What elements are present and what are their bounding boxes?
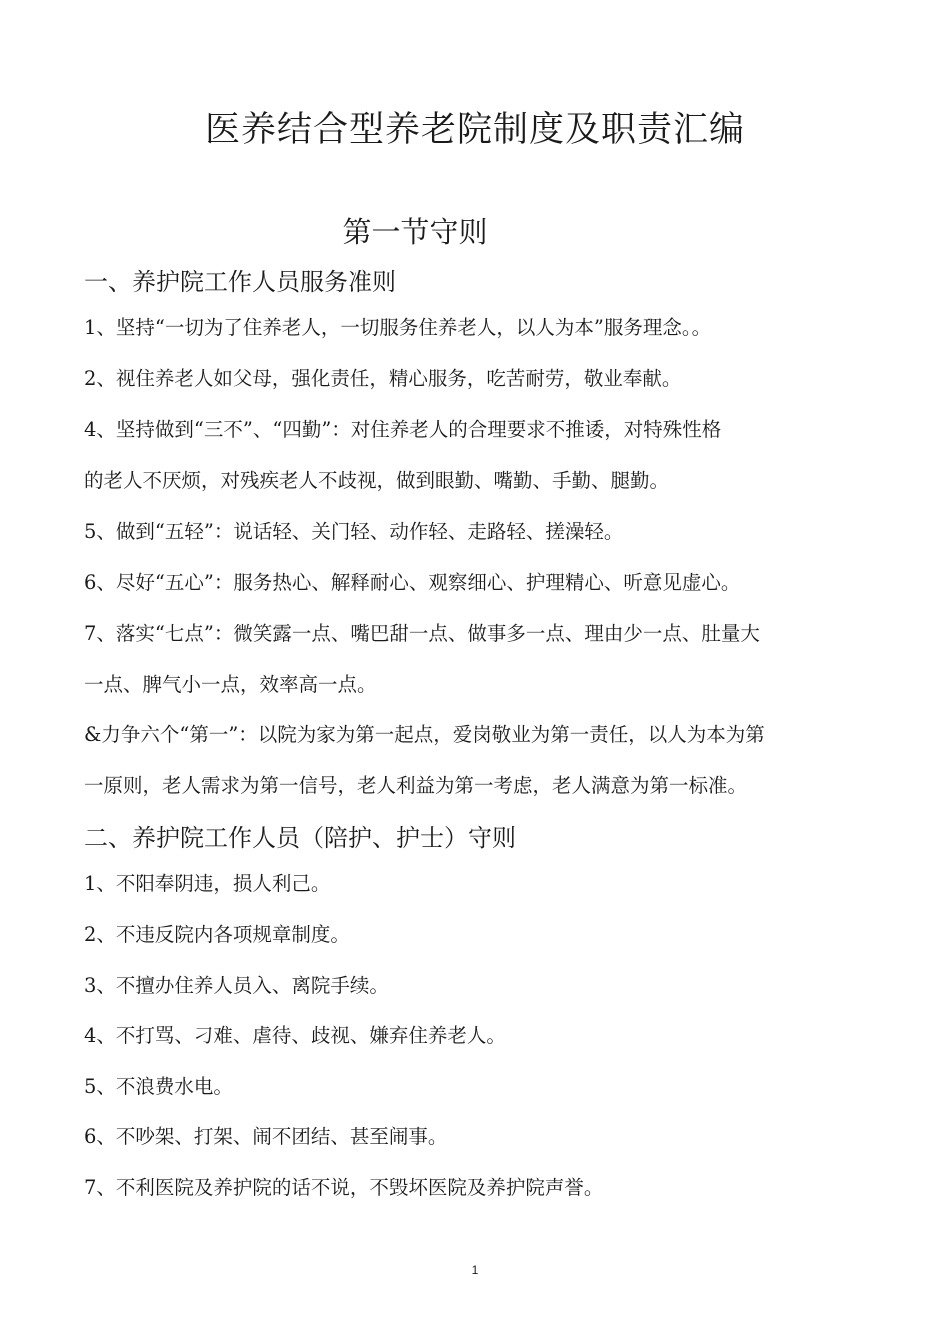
part2-line: 4、不打骂、刁难、虐待、歧视、嫌弃住养老人。 xyxy=(84,1024,506,1047)
part1-line: 2、视住养老人如父母，强化责任，精心服务，吃苦耐劳，敬业奉献。 xyxy=(84,367,682,390)
part1-line: 的老人不厌烦，对残疾老人不歧视，做到眼勤、嘴勤、手勤、腿勤。 xyxy=(84,469,670,492)
part2-line: 1、不阳奉阴违，损人利己。 xyxy=(84,872,331,895)
part2-line: 2、不违反院内各项规章制度。 xyxy=(84,923,350,946)
part2-line: 3、不擅办住养人员入、离院手续。 xyxy=(84,974,389,997)
part1-line: 5、做到“五轻”：说话轻、关门轻、动作轻、走路轻、搓澡轻。 xyxy=(84,520,624,543)
part1-line: &力争六个“第一”：以院为家为第一起点，爱岗敬业为第一责任，以人为本为第 xyxy=(84,723,765,746)
part1-line: 6、尽好“五心”：服务热心、解释耐心、观察细心、护理精心、听意见虚心。 xyxy=(84,571,741,594)
page-number: 1 xyxy=(471,1263,479,1277)
part2-line: 5、不浪费水电。 xyxy=(84,1075,233,1098)
part2-heading: 二、养护院工作人员（陪护、护士）守则 xyxy=(84,824,516,852)
part2-line: 7、不利医院及养护院的话不说，不毁坏医院及养护院声誉。 xyxy=(84,1176,604,1199)
document-title: 医养结合型养老院制度及职责汇编 xyxy=(204,110,745,150)
part1-line: 7、落实“七点”：微笑露一点、嘴巴甜一点、做事多一点、理由少一点、肚量大 xyxy=(84,622,760,645)
part1-line: 一原则，老人需求为第一信号，老人利益为第一考虑，老人满意为第一标准。 xyxy=(84,774,748,797)
section-title: 第一节守则 xyxy=(342,215,488,249)
part1-line: 1、坚持“一切为了住养老人，一切服务住养老人，以人为本”服务理念。。 xyxy=(84,316,712,339)
part1-line: 4、坚持做到“三不”、“四勤”：对住养老人的合理要求不推诿，对特殊性格 xyxy=(84,418,722,441)
part1-line: 一点、脾气小一点，效率高一点。 xyxy=(84,673,377,696)
part1-heading: 一、养护院工作人员服务准则 xyxy=(84,268,396,296)
part2-line: 6、不吵架、打架、闹不团结、甚至闹事。 xyxy=(84,1125,448,1148)
